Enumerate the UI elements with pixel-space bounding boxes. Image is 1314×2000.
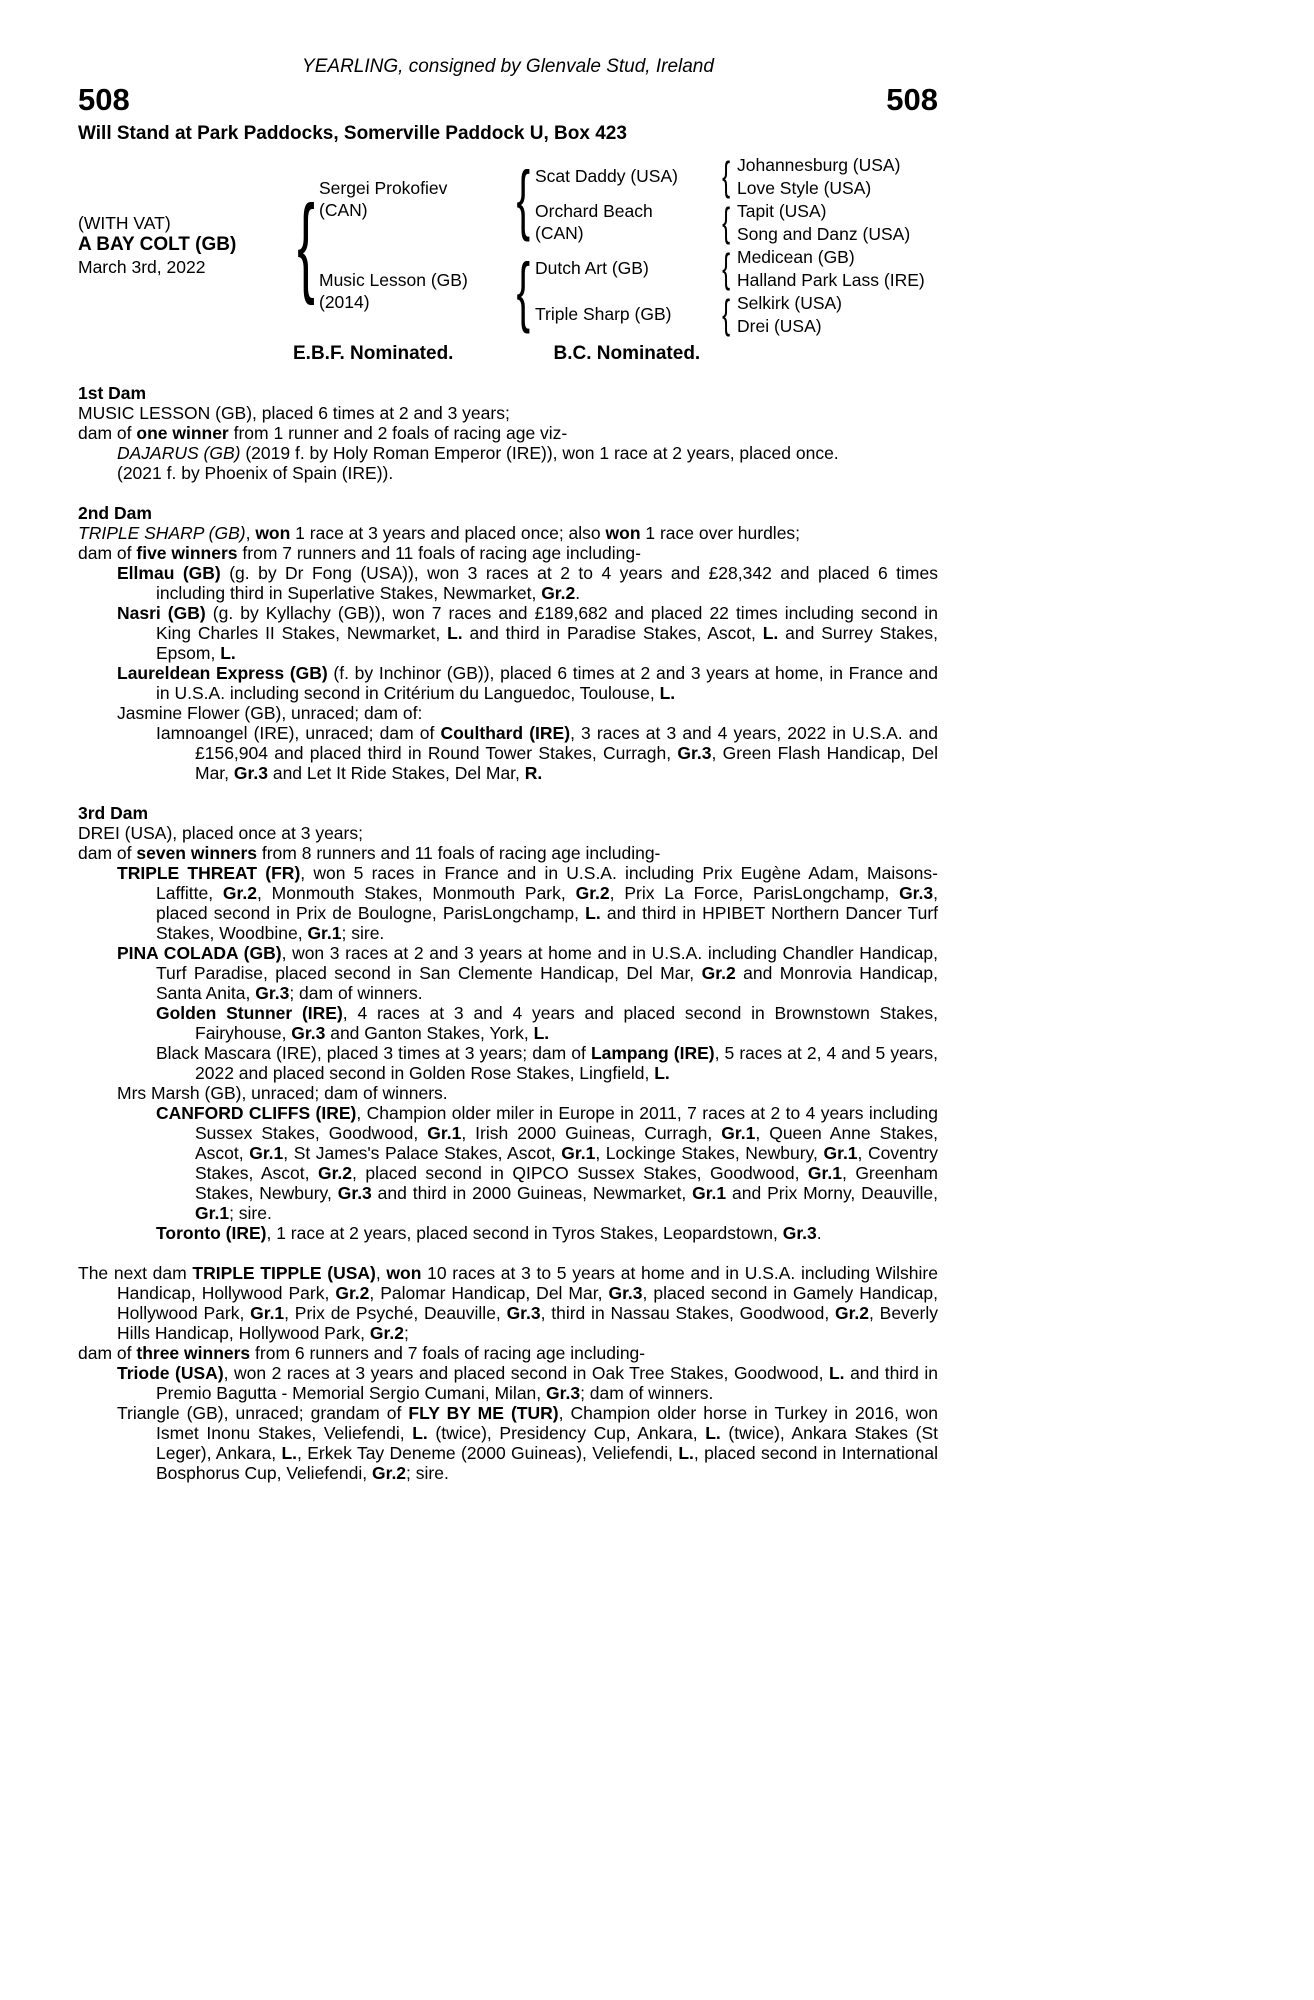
pedigree-paragraph: dam of seven winners from 8 runners and 11 foals of racing age including- xyxy=(78,843,661,863)
lot-horse-block xyxy=(78,153,293,337)
pedigree-paragraph: CANFORD CLIFFS (IRE), Champion older miler in Europe in 2011, 7 races at 2 to 4 years including Sussex Stakes, Goodwood, Gr.1, Irish 2000 Guineas, Curragh, Gr.1, Queen Anne Stakes, Ascot, Gr.1, St James's Palace Stakes, Ascot, Gr.1, Lockinge Stakes, Newbury, Gr.1, Coventry Stakes, Ascot, Gr.2, placed second in QIPCO Sussex Stakes, Goodwood, Gr.1, Greenham Stakes, Newbury, Gr.3 and third in 2000 Guineas, Newmarket, Gr.1 and Prix Morny, Deauville, Gr.1; sire. xyxy=(156,1103,939,1223)
great-grandparent-name xyxy=(737,176,938,199)
pedigree-paragraph: Toronto (IRE), 1 race at 2 years, placed second in Tyros Stakes, Leopardstown, Gr.3. xyxy=(156,1223,822,1243)
sires-sire-name xyxy=(535,153,715,199)
pedigree-brace: { xyxy=(516,155,530,243)
pedigree-table xyxy=(78,153,938,337)
pedigree-name-line: Johannesburg (USA) xyxy=(737,154,901,175)
pedigree-name-line: Love Style (USA) xyxy=(737,177,872,198)
sires-dam-name xyxy=(535,199,715,245)
pedigree-name-line: Song and Danz (USA) xyxy=(737,223,911,244)
pedigree-name-line: Triple Sharp (GB) xyxy=(535,304,672,324)
lot-horse-name: A BAY COLT (GB) xyxy=(78,234,237,255)
pedigree-paragraph: Nasri (GB) (g. by Kyllachy (GB)), won 7 races and £189,682 and placed 22 times including second in King Charles II Stakes, Newmarket, L. and third in Paradise Stakes, Ascot, L. and Surrey Stakes, Epsom, L. xyxy=(117,603,938,663)
pedigree-brace: { xyxy=(721,153,731,199)
great-grandparent-name xyxy=(737,314,938,337)
pedigree-name-line: Halland Park Lass (IRE) xyxy=(737,269,925,290)
sire-suffix-line: (CAN) xyxy=(319,200,368,220)
great-grandparent-name xyxy=(737,222,938,245)
pedigree-name-line: Tapit (USA) xyxy=(737,200,827,221)
pedigree-brace: { xyxy=(721,199,731,245)
pedigree-brace: { xyxy=(516,247,530,335)
section-heading: 1st Dam xyxy=(78,383,147,403)
bc-nominated-label: B.C. Nominated. xyxy=(553,343,701,364)
dam-year-line: (2014) xyxy=(319,292,370,312)
great-grandparent-name xyxy=(737,245,938,268)
great-grandparent-name xyxy=(737,268,938,291)
catalogue-body xyxy=(78,383,938,1483)
pedigree-name-line: Medicean (GB) xyxy=(737,246,855,267)
great-grandparent-name xyxy=(737,153,938,176)
pedigree-paragraph: dam of one winner from 1 runner and 2 foals of racing age viz- xyxy=(78,423,568,443)
pedigree-brace: { xyxy=(297,182,315,306)
sire-name-line: Sergei Prokofiev xyxy=(319,178,448,198)
sire-name xyxy=(319,153,511,245)
consignor-line: YEARLING, consigned by Glenvale Stud, Ireland xyxy=(302,56,714,77)
pedigree-paragraph: DAJARUS (GB) (2019 f. by Holy Roman Emperor (IRE)), won 1 race at 2 years, placed once. xyxy=(117,443,839,463)
pedigree-paragraph: Iamnoangel (IRE), unraced; dam of Coulthard (IRE), 3 races at 3 and 4 years, 2022 in U.S.A. and £156,904 and placed third in Round Tower Stakes, Curragh, Gr.3, Green Flash Handicap, Del Mar, Gr.3 and Let It Ride Stakes, Del Mar, R. xyxy=(156,723,938,783)
dams-dam-name xyxy=(535,291,715,337)
pedigree-name-line: Dutch Art (GB) xyxy=(535,258,649,278)
dam-name-line: Music Lesson (GB) xyxy=(319,270,468,290)
pedigree-paragraph: TRIPLE SHARP (GB), won 1 race at 3 years and placed once; also won 1 race over hurdles; xyxy=(78,523,801,543)
lot-number-left: 508 xyxy=(78,82,130,117)
great-grandparent-name xyxy=(737,199,938,222)
pedigree-paragraph: Triode (USA), won 2 races at 3 years and placed second in Oak Tree Stakes, Goodwood, L. and third in Premio Bagutta - Memorial Sergio Cumani, Milan, Gr.3; dam of winners. xyxy=(117,1363,938,1403)
great-grandparent-name xyxy=(737,291,938,314)
catalogue-page xyxy=(78,0,938,1483)
foal-date: March 3rd, 2022 xyxy=(78,257,206,277)
pedigree-paragraph: dam of three winners from 6 runners and 7 foals of racing age including- xyxy=(78,1343,646,1363)
section-heading: 3rd Dam xyxy=(78,803,149,823)
pedigree-paragraph: DREI (USA), placed once at 3 years; xyxy=(78,823,363,843)
pedigree-paragraph: Golden Stunner (IRE), 4 races at 3 and 4 years and placed second in Brownstown Stakes, Fairyhouse, Gr.3 and Ganton Stakes, York, L. xyxy=(156,1003,938,1043)
dam-name xyxy=(319,245,511,337)
section-heading: 2nd Dam xyxy=(78,503,152,523)
pedigree-paragraph: Ellmau (GB) (g. by Dr Fong (USA)), won 3 races at 2 to 4 years and £28,342 and placed 6 times including third in Superlative Stakes, Newmarket, Gr.2. xyxy=(117,563,938,603)
pedigree-name-line: (CAN) xyxy=(535,223,584,243)
pedigree-paragraph: PINA COLADA (GB), won 3 races at 2 and 3 years at home and in U.S.A. including Chandler Handicap, Turf Paradise, placed second in San Clemente Handicap, Del Mar, Gr.2 and Monrovia Handicap, Santa Anita, Gr.3; dam of winners. xyxy=(117,943,939,1003)
pedigree-paragraph: The next dam TRIPLE TIPPLE (USA), won 10 races at 3 to 5 years at home and in U.S.A. including Wilshire Handicap, Hollywood Park, Gr.2, Palomar Handicap, Del Mar, Gr.3, placed second in Gamely Handicap, Hollywood Park, Gr.1, Prix de Psyché, Deauville, Gr.3, third in Nassau Stakes, Goodwood, Gr.2, Beverly Hills Handicap, Hollywood Park, Gr.2; xyxy=(78,1263,939,1343)
pedigree-brace: { xyxy=(721,245,731,291)
pedigree-paragraph: Triangle (GB), unraced; grandam of FLY BY ME (TUR), Champion older horse in Turkey in 2016, won Ismet Inonu Stakes, Veliefendi, L. (twice), Presidency Cup, Ankara, L. (twice), Ankara Stakes (St Leger), Ankara, L., Erkek Tay Deneme (2000 Guineas), Veliefendi, L., placed second in International Bosphorus Cup, Veliefendi, Gr.2; sire. xyxy=(117,1403,939,1483)
lot-number-right: 508 xyxy=(886,82,938,117)
pedigree-paragraph: Jasmine Flower (GB), unraced; dam of: xyxy=(117,703,423,723)
pedigree-paragraph: MUSIC LESSON (GB), placed 6 times at 2 and 3 years; xyxy=(78,403,510,423)
pedigree-brace: { xyxy=(721,291,731,337)
pedigree-paragraph: Mrs Marsh (GB), unraced; dam of winners. xyxy=(117,1083,448,1103)
pedigree-paragraph: Black Mascara (IRE), placed 3 times at 3 years; dam of Lampang (IRE), 5 races at 2, 4 and 5 years, 2022 and placed second in Golden Rose Stakes, Lingfield, L. xyxy=(156,1043,938,1083)
pedigree-name-line: Orchard Beach xyxy=(535,201,653,221)
ebf-nominated-label: E.B.F. Nominated. xyxy=(293,343,454,364)
pedigree-name-line: Scat Daddy (USA) xyxy=(535,166,678,186)
vat-note: (WITH VAT) xyxy=(78,213,171,233)
pedigree-paragraph: Laureldean Express (GB) (f. by Inchinor (GB)), placed 6 times at 2 and 3 years at home, in France and in U.S.A. including second in Critérium du Languedoc, Toulouse, L. xyxy=(117,663,938,703)
nominations-row xyxy=(293,343,938,365)
dams-sire-name xyxy=(535,245,715,291)
pedigree-name-line: Drei (USA) xyxy=(737,315,822,336)
pedigree-paragraph: TRIPLE THREAT (FR), won 5 races in France and in U.S.A. including Prix Eugène Adam, Maisons-Laffitte, Gr.2, Monmouth Stakes, Monmouth Park, Gr.2, Prix La Force, ParisLongchamp, Gr.3, placed second in Prix de Boulogne, ParisLongchamp, L. and third in HPIBET Northern Dancer Turf Stakes, Woodbine, Gr.1; sire. xyxy=(117,863,939,943)
pedigree-paragraph: dam of five winners from 7 runners and 11 foals of racing age including- xyxy=(78,543,641,563)
stand-location-line: Will Stand at Park Paddocks, Somerville Paddock U, Box 423 xyxy=(78,123,627,144)
pedigree-name-line: Selkirk (USA) xyxy=(737,292,843,313)
pedigree-paragraph: (2021 f. by Phoenix of Spain (IRE)). xyxy=(117,463,394,483)
lot-number-row xyxy=(78,83,938,116)
